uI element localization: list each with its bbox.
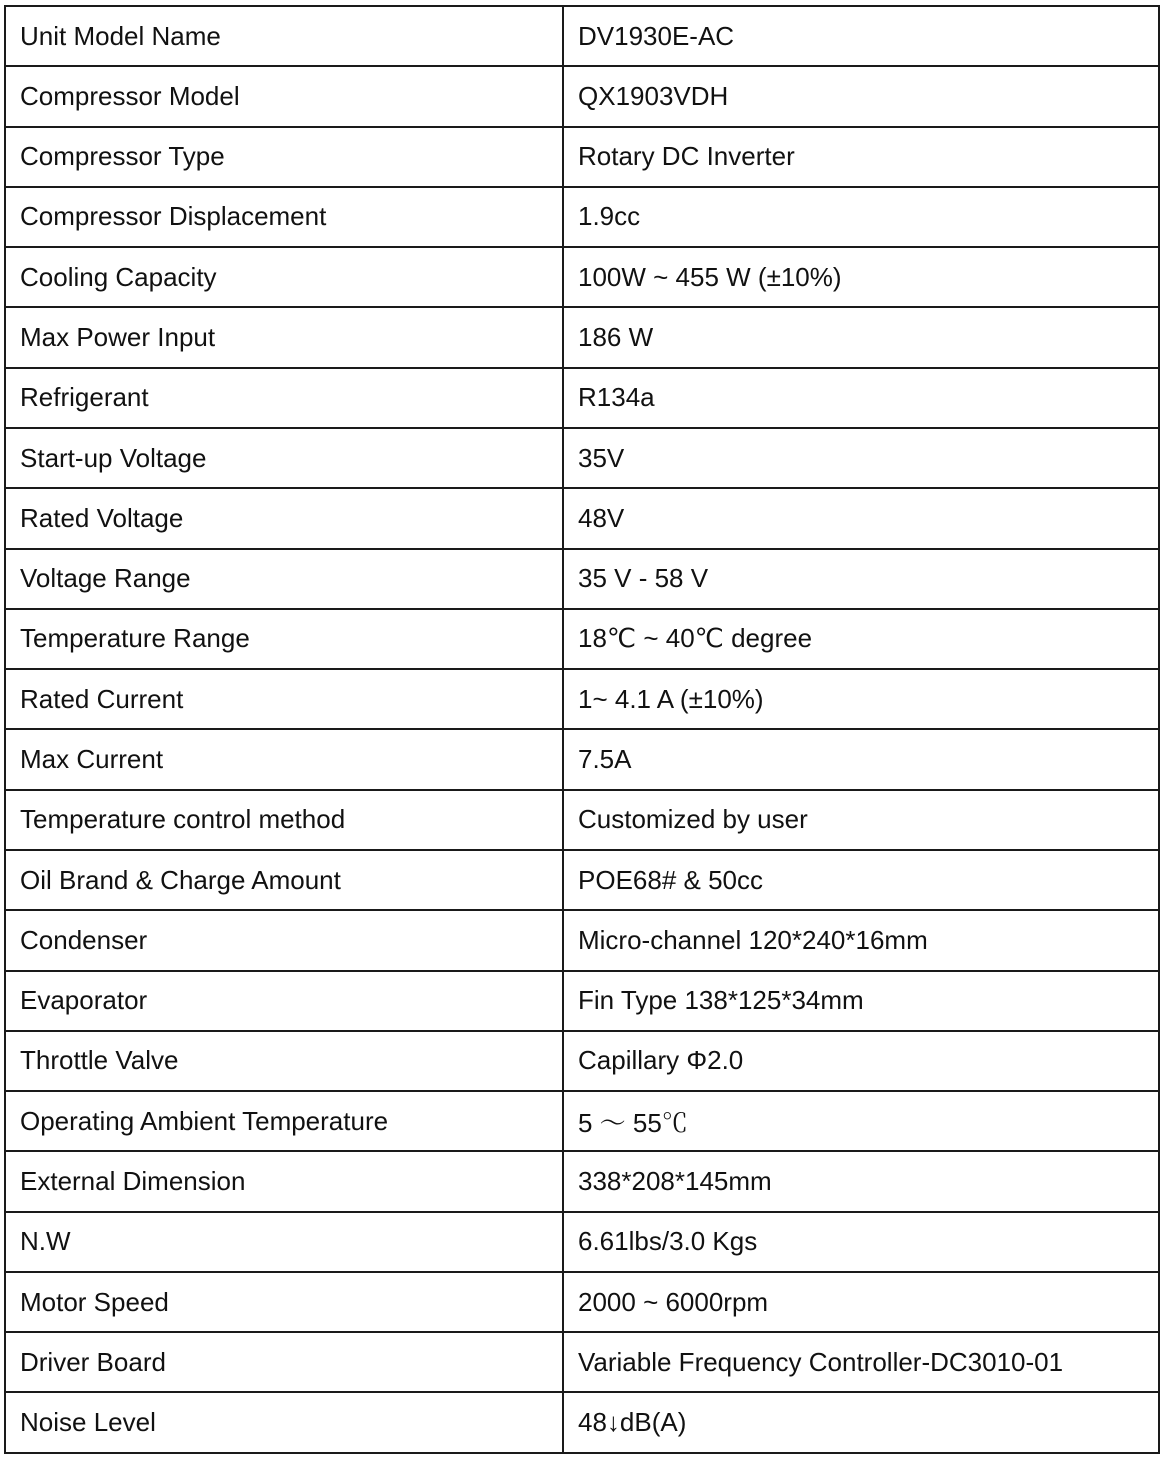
table-row (5, 6, 1159, 66)
spec-value: QX1903VDH (563, 66, 1159, 126)
spec-value: 186 W (563, 307, 1159, 367)
spec-label: Throttle Valve (5, 1031, 563, 1091)
spec-value: 35V (563, 428, 1159, 488)
table-row (5, 790, 1159, 850)
table-row (5, 850, 1159, 910)
spec-label: Rated Current (5, 669, 563, 729)
spec-label: Voltage Range (5, 549, 563, 609)
spec-value: Fin Type 138*125*34mm (563, 971, 1159, 1031)
spec-label: Max Current (5, 729, 563, 789)
table-row (5, 127, 1159, 187)
spec-value: 5 ～ 55℃ (563, 1091, 1159, 1151)
spec-label: Compressor Model (5, 66, 563, 126)
spec-label: Condenser (5, 910, 563, 970)
spec-value: 6.61lbs/3.0 Kgs (563, 1212, 1159, 1272)
spec-value: 338*208*145mm (563, 1151, 1159, 1211)
spec-value: POE68# & 50cc (563, 850, 1159, 910)
table-row (5, 1031, 1159, 1091)
spec-label: Refrigerant (5, 368, 563, 428)
table-row (5, 1212, 1159, 1272)
spec-label: Noise Level (5, 1392, 563, 1453)
spec-label: Temperature control method (5, 790, 563, 850)
table-row (5, 66, 1159, 126)
table-row (5, 549, 1159, 609)
table-row (5, 609, 1159, 669)
spec-value: Variable Frequency Controller-DC3010-01 (563, 1332, 1159, 1392)
spec-table-body (5, 6, 1159, 1453)
spec-label: Temperature Range (5, 609, 563, 669)
spec-label: Start-up Voltage (5, 428, 563, 488)
spec-label: Compressor Displacement (5, 187, 563, 247)
spec-label: Cooling Capacity (5, 247, 563, 307)
spec-label: Compressor Type (5, 127, 563, 187)
table-row (5, 307, 1159, 367)
spec-value: 18℃ ~ 40℃ degree (563, 609, 1159, 669)
table-row (5, 729, 1159, 789)
spec-label: Evaporator (5, 971, 563, 1031)
spec-label: Max Power Input (5, 307, 563, 367)
spec-value: 35 V - 58 V (563, 549, 1159, 609)
spec-value: DV1930E-AC (563, 6, 1159, 66)
spec-value: R134a (563, 368, 1159, 428)
spec-label: Rated Voltage (5, 488, 563, 548)
table-row (5, 1272, 1159, 1332)
table-row (5, 910, 1159, 970)
spec-label: Operating Ambient Temperature (5, 1091, 563, 1151)
spec-label: Driver Board (5, 1332, 563, 1392)
spec-value: 100W ~ 455 W (±10%) (563, 247, 1159, 307)
spec-value: 2000 ~ 6000rpm (563, 1272, 1159, 1332)
table-row (5, 1332, 1159, 1392)
table-row (5, 187, 1159, 247)
table-row (5, 971, 1159, 1031)
spec-value: Rotary DC Inverter (563, 127, 1159, 187)
spec-label: Oil Brand & Charge Amount (5, 850, 563, 910)
table-row (5, 428, 1159, 488)
spec-value: 7.5A (563, 729, 1159, 789)
spec-value: 1~ 4.1 A (±10%) (563, 669, 1159, 729)
table-row (5, 669, 1159, 729)
spec-label: N.W (5, 1212, 563, 1272)
spec-value: Customized by user (563, 790, 1159, 850)
table-row (5, 1392, 1159, 1453)
table-row (5, 1091, 1159, 1151)
table-row (5, 1151, 1159, 1211)
spec-table (4, 5, 1160, 1454)
table-row (5, 368, 1159, 428)
spec-label: Motor Speed (5, 1272, 563, 1332)
spec-value: 48V (563, 488, 1159, 548)
spec-label: Unit Model Name (5, 6, 563, 66)
spec-value: 1.9cc (563, 187, 1159, 247)
table-row (5, 488, 1159, 548)
spec-value: 48↓dB(A) (563, 1392, 1159, 1453)
spec-value: Capillary Φ2.0 (563, 1031, 1159, 1091)
spec-value: Micro-channel 120*240*16mm (563, 910, 1159, 970)
spec-label: External Dimension (5, 1151, 563, 1211)
table-row (5, 247, 1159, 307)
